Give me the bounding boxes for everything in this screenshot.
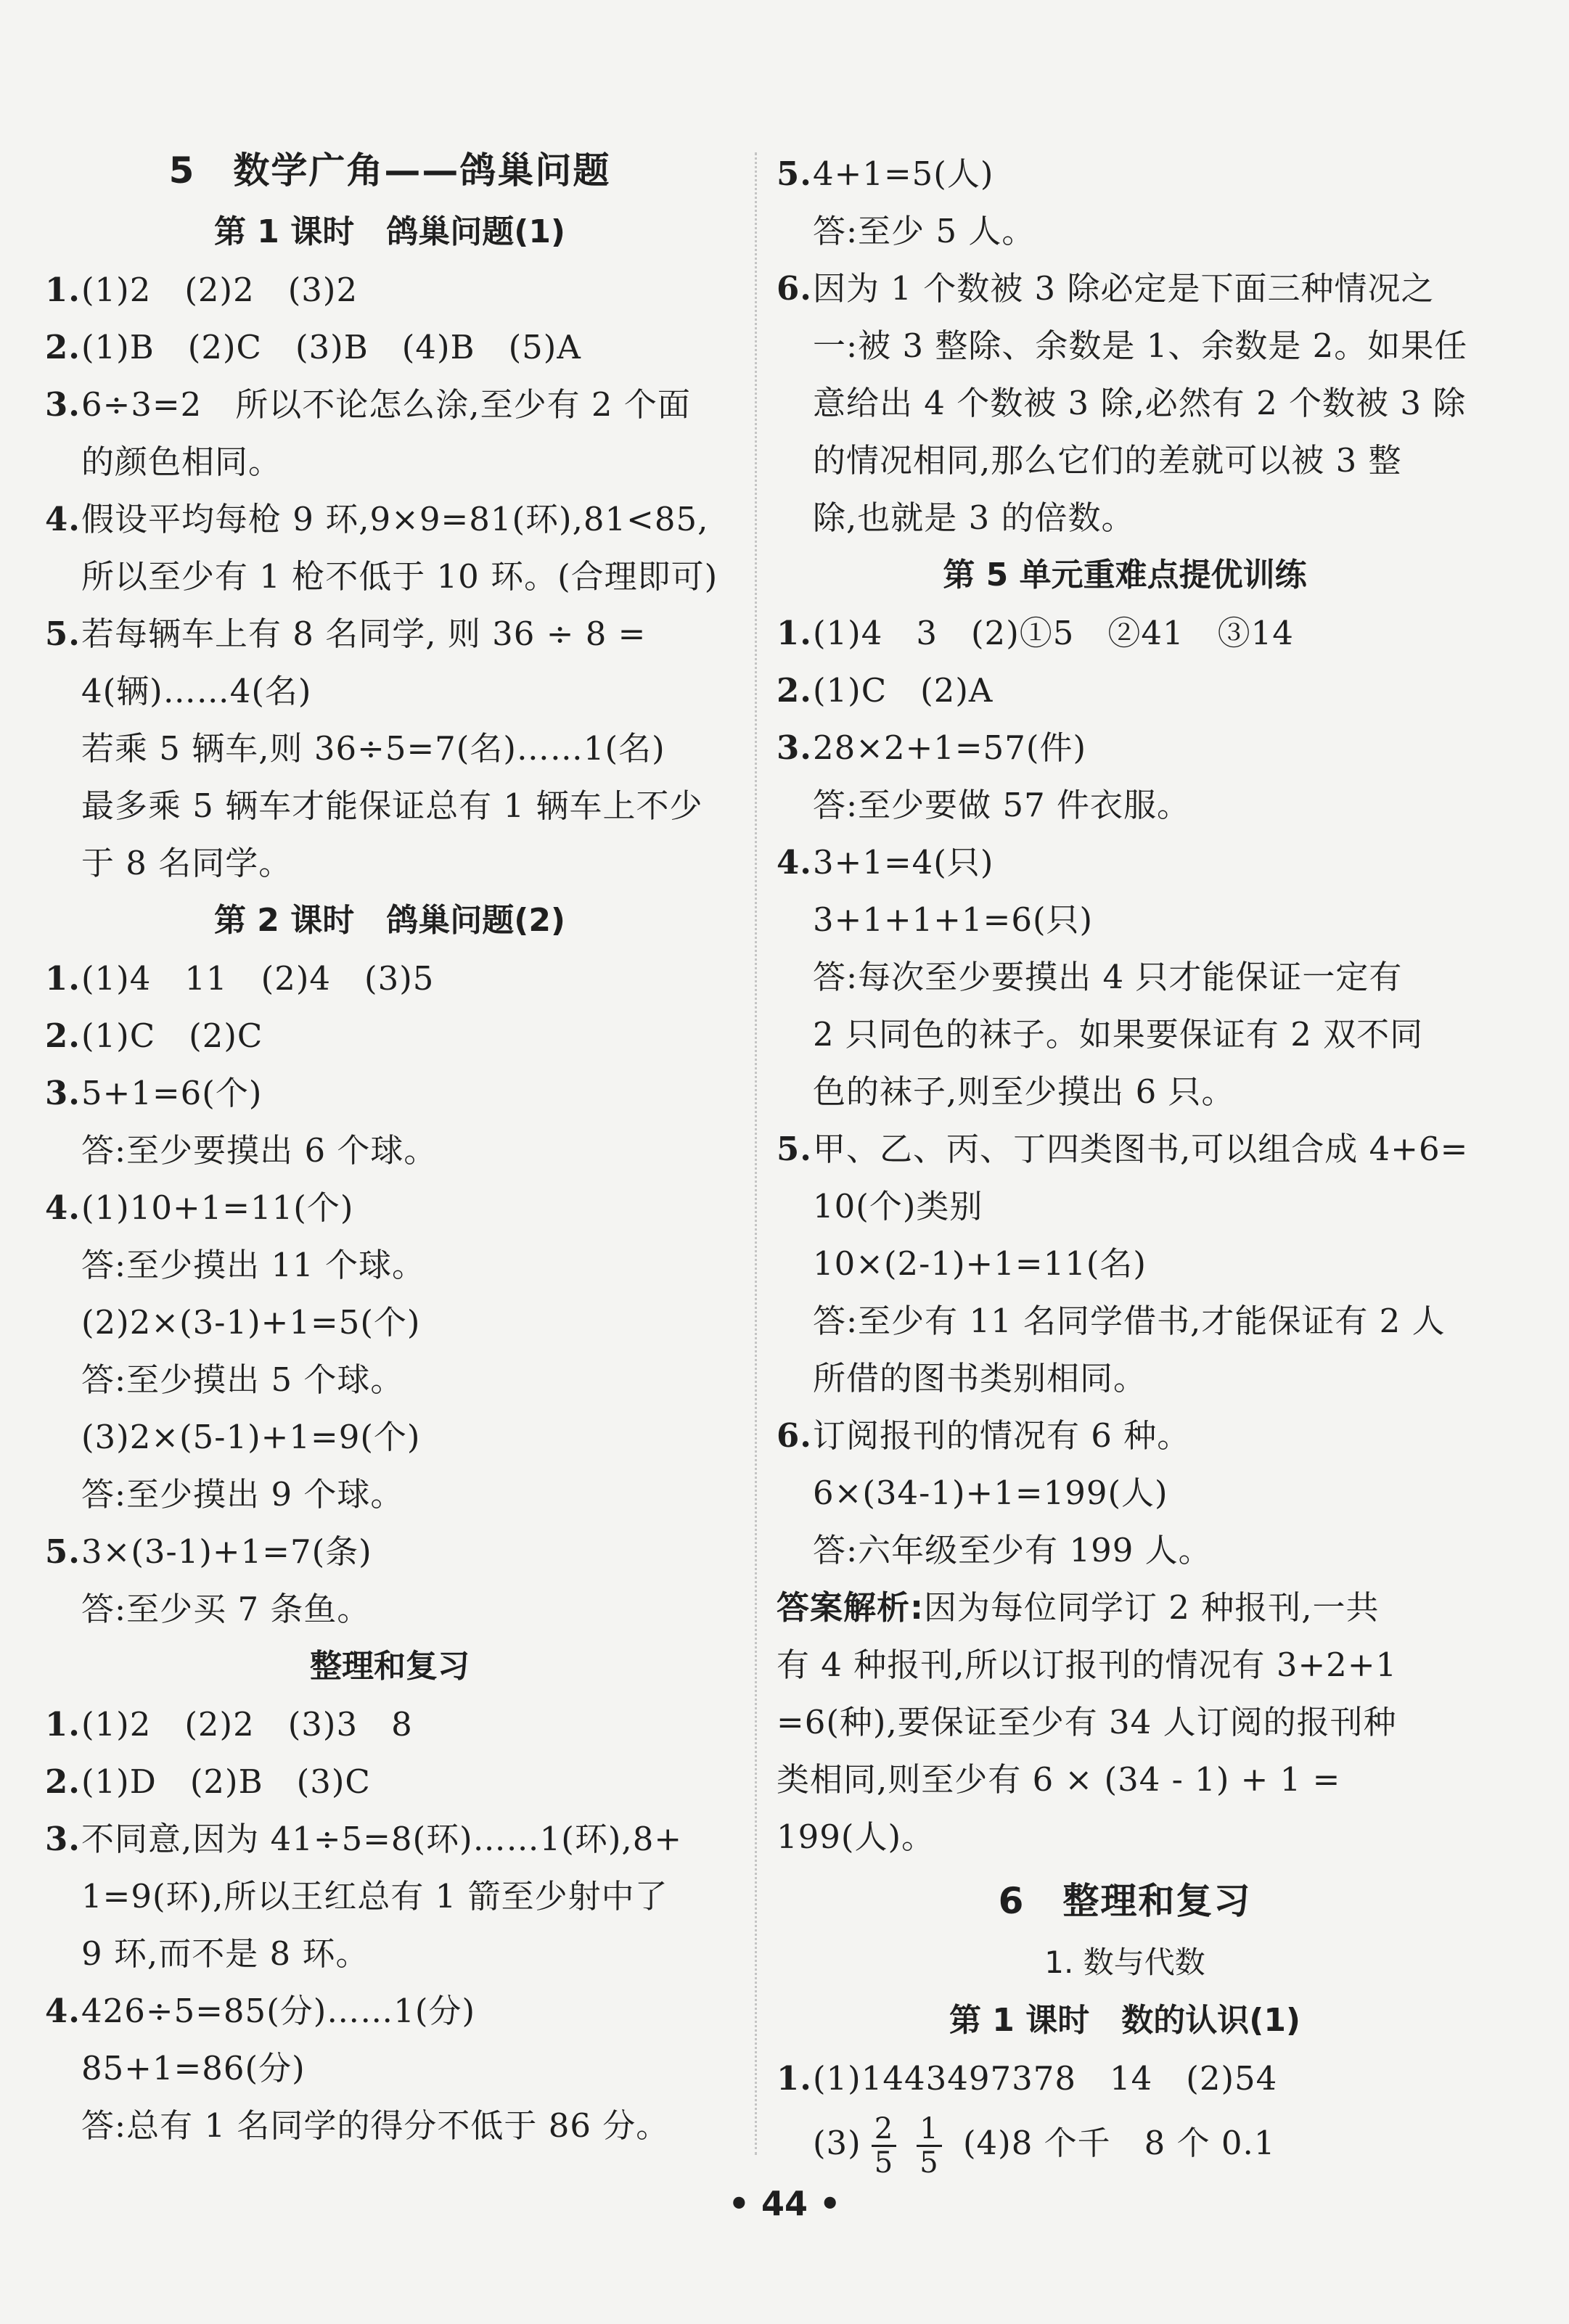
- section-title: 5 数学广角——鸽巢问题: [168, 149, 611, 192]
- answer-line: [45, 2040, 734, 2097]
- answer-line: [45, 1007, 734, 1064]
- question-number: 5.: [45, 615, 81, 653]
- answer-line: [45, 1868, 734, 1925]
- answer-line: [777, 1235, 1473, 1292]
- answer-text: 答:至少买 7 条鱼。: [81, 1590, 371, 1628]
- answer-text: (1)C (2)A: [813, 671, 994, 710]
- answer-line: [45, 662, 734, 720]
- analysis-text: =6(种),要保证至少有 34 人订阅的报刊种: [777, 1703, 1397, 1741]
- answer-text: 色的袜子,则至少摸出 6 只。: [813, 1072, 1235, 1111]
- answer-text: 甲、乙、丙、丁四类图书,可以组合成 4+6=: [813, 1130, 1469, 1168]
- answer-line: [777, 1063, 1473, 1120]
- section-title: 6 整理和复习: [998, 1880, 1252, 1922]
- answer-text: (1)4 3 (2)①5 ②41 ③14: [813, 614, 1294, 652]
- answer-text: 最多乘 5 辆车才能保证总有 1 辆车上不少: [81, 787, 703, 825]
- answer-line: [777, 1120, 1473, 1178]
- answer-line: [777, 374, 1473, 432]
- answer-line: [45, 605, 734, 662]
- answer-line: [45, 1122, 734, 1179]
- review-answers: [45, 1696, 734, 2154]
- answer-text: 答:至少摸出 11 个球。: [81, 1246, 426, 1284]
- answer-line: [45, 777, 734, 834]
- fraction: [917, 2113, 941, 2179]
- right-column: [777, 145, 1473, 2180]
- answer-line: [777, 1407, 1473, 1464]
- answer-text: 因为 1 个数被 3 除必定是下面三种情况之: [813, 269, 1435, 308]
- question-number: 2.: [45, 1762, 81, 1801]
- answer-line: [777, 1522, 1473, 1579]
- answer-text: 6÷3=2 所以不论怎么涂,至少有 2 个面: [81, 385, 691, 424]
- answer-line: [45, 1753, 734, 1810]
- answer-line: [777, 2050, 1473, 2107]
- analysis-label: 答案解析:: [777, 1588, 924, 1627]
- analysis-text: 因为每位同学订 2 种报刊,一共: [924, 1588, 1380, 1627]
- answer-line: [777, 604, 1473, 662]
- answer-text: 10(个)类别: [813, 1187, 983, 1225]
- question-number: 2.: [45, 1017, 81, 1055]
- fraction-denominator: 5: [919, 2146, 939, 2180]
- answer-line: [45, 1064, 734, 1122]
- question-number: 3.: [45, 1820, 81, 1858]
- answer-text: (1)B (2)C (3)B (4)B (5)A: [81, 328, 581, 366]
- answer-text: 答:六年级至少有 199 人。: [813, 1531, 1212, 1569]
- answer-text: 10×(2-1)+1=11(名): [813, 1244, 1147, 1283]
- answer-text: 所借的图书类别相同。: [813, 1359, 1147, 1397]
- page-number: • 44 •: [728, 2184, 841, 2223]
- answer-text: (2)2×(3-1)+1=5(个): [81, 1303, 421, 1342]
- question-number: 3.: [45, 1074, 81, 1112]
- answer-text: 若每辆车上有 8 名同学, 则 36 ÷ 8 =: [81, 615, 647, 653]
- answer-text: (3)2×(5-1)+1=9(个): [81, 1418, 421, 1456]
- analysis-line: [777, 1579, 1473, 1636]
- answer-text: 答:每次至少要摸出 4 只才能保证一定有: [813, 958, 1403, 996]
- question-number: 5.: [777, 155, 812, 193]
- answer-line: [777, 432, 1473, 489]
- answer-text: 9 环,而不是 8 环。: [81, 1934, 369, 1973]
- analysis-continuation: [777, 1636, 1473, 1865]
- subsection-title: 1. 数与代数: [1044, 1945, 1205, 1980]
- answer-line: [777, 489, 1473, 546]
- answer-line: [45, 1408, 734, 1466]
- fraction-denominator: 5: [874, 2146, 894, 2180]
- answer-text: (1)1443497378 14 (2)54: [813, 2059, 1278, 2098]
- question-number: 1.: [777, 2059, 812, 2098]
- answer-line: [45, 720, 734, 777]
- answer-line: [45, 1466, 734, 1523]
- answer-text: 不同意,因为 41÷5=8(环)……1(环),8+: [81, 1820, 683, 1858]
- answer-line: [45, 1925, 734, 1982]
- answer-line: [45, 319, 734, 376]
- answer-text: (1)2 (2)2 (3)3 8: [81, 1705, 413, 1744]
- question-number: 6.: [777, 269, 812, 308]
- answer-line: [777, 776, 1473, 834]
- answer-text: 4+1=5(人): [813, 155, 994, 193]
- question-number: 4.: [45, 1992, 81, 2030]
- answer-line: [45, 2097, 734, 2154]
- answer-text: (1)C (2)C: [81, 1017, 263, 1055]
- answer-text: 3×(3-1)+1=7(条): [81, 1532, 372, 1571]
- analysis-text: 类相同,则至少有 6 × (34 - 1) + 1 =: [777, 1760, 1341, 1799]
- answer-text: 426÷5=85(分)……1(分): [81, 1992, 476, 2030]
- answer-text: 3+1+1+1=6(只): [813, 900, 1094, 939]
- question-number: 2.: [777, 671, 812, 710]
- lesson1-answers: [45, 261, 734, 892]
- answer-line: [777, 202, 1473, 260]
- answer-line: [45, 1696, 734, 1753]
- answer-text: 若乘 5 辆车,则 36÷5=7(名)……1(名): [81, 729, 665, 768]
- answer-text: 28×2+1=57(件): [813, 728, 1087, 767]
- answer-text: (1)10+1=11(个): [81, 1188, 354, 1227]
- answer-line: [45, 1580, 734, 1638]
- answer-text: (1)2 (2)2 (3)2: [81, 271, 359, 309]
- question-number: 1.: [45, 959, 81, 998]
- answer-line: [45, 834, 734, 892]
- answer-text: 答:至少要做 57 件衣服。: [813, 786, 1191, 824]
- answer-line: [777, 719, 1473, 776]
- answer-text: 答:至少 5 人。: [813, 212, 1036, 250]
- answer-text: (4)8 个千 8 个 0.1: [962, 2124, 1276, 2162]
- answer-text: 答:至少摸出 5 个球。: [81, 1360, 404, 1399]
- answer-line: [777, 1464, 1473, 1522]
- answer-line: [45, 1810, 734, 1868]
- lesson2-answers: [45, 950, 734, 1638]
- answer-text: 的颜色相同。: [81, 443, 282, 481]
- answer-line: [45, 1982, 734, 2040]
- unit-training-heading: 第 5 单元重难点提优训练: [943, 557, 1307, 594]
- fraction-numerator: 2: [872, 2113, 896, 2147]
- question-number: 2.: [45, 328, 81, 366]
- answer-text: 答:至少要摸出 6 个球。: [81, 1131, 438, 1170]
- question-number: 4.: [45, 1188, 81, 1227]
- answer-line: [45, 376, 734, 433]
- analysis-text: 有 4 种报刊,所以订报刊的情况有 3+2+1: [777, 1646, 1398, 1684]
- left-column: [45, 138, 734, 2154]
- answer-line: [45, 490, 734, 548]
- answer-text: 答:总有 1 名同学的得分不低于 86 分。: [81, 2106, 670, 2145]
- fraction: [872, 2113, 896, 2179]
- answer-line: [777, 145, 1473, 202]
- question-number: 5.: [777, 1130, 812, 1168]
- answer-text: (1)D (2)B (3)C: [81, 1762, 371, 1801]
- answer-line: [45, 1236, 734, 1294]
- answer-text: 除,也就是 3 的倍数。: [813, 498, 1135, 537]
- question-number: 4.: [45, 500, 81, 538]
- answer-line: [777, 1178, 1473, 1235]
- answer-line: [777, 1006, 1473, 1063]
- review-heading: 整理和复习: [310, 1648, 470, 1685]
- answer-line: [45, 1179, 734, 1236]
- answer-line: [777, 1292, 1473, 1350]
- question-number: 4.: [777, 843, 812, 882]
- fraction-answer-line: [777, 2107, 1473, 2180]
- answer-line: [777, 662, 1473, 719]
- answer-text: 85+1=86(分): [81, 2049, 306, 2087]
- lesson-heading: 第 1 课时 数的认识(1): [949, 2002, 1301, 2039]
- answer-line: [777, 1350, 1473, 1407]
- answer-line: [777, 891, 1473, 948]
- answer-line: [45, 950, 734, 1007]
- answer-text: 所以至少有 1 枪不低于 10 环。(合理即可): [81, 557, 718, 596]
- lesson-heading: 第 1 课时 鸽巢问题(1): [213, 213, 566, 250]
- question-number: 1.: [45, 1705, 81, 1744]
- answer-text: 答:至少摸出 9 个球。: [81, 1475, 404, 1514]
- answer-line: [777, 260, 1473, 317]
- question-number: 5.: [45, 1532, 81, 1571]
- answer-text: 4(辆)……4(名): [81, 672, 312, 710]
- answer-line: [45, 1294, 734, 1351]
- question-number: 1.: [777, 614, 812, 652]
- answer-text: 3+1=4(只): [813, 843, 994, 882]
- answer-text: 1=9(环),所以王红总有 1 箭至少射中了: [81, 1877, 668, 1916]
- column-divider: [755, 152, 757, 2155]
- question-number: 6.: [777, 1416, 812, 1455]
- answer-line: [777, 317, 1473, 374]
- answer-text: 假设平均每枪 9 环,9×9=81(环),81<85,: [81, 500, 709, 538]
- question-number: 3.: [45, 385, 81, 424]
- unit-training-answers: [777, 604, 1473, 1579]
- answer-text: (1)4 11 (2)4 (3)5: [81, 959, 435, 998]
- answer-line: [777, 948, 1473, 1006]
- answer-line: [45, 1351, 734, 1408]
- answer-text: 订阅报刊的情况有 6 种。: [813, 1416, 1191, 1455]
- answer-line: [45, 433, 734, 490]
- answer-text: 2 只同色的袜子。如果要保证有 2 双不同: [813, 1015, 1424, 1054]
- answer-text: 于 8 名同学。: [81, 844, 292, 882]
- question-number: 3.: [777, 728, 812, 767]
- fraction-numerator: 1: [917, 2113, 941, 2147]
- part-label: (3): [813, 2124, 861, 2162]
- answer-text: 6×(34-1)+1=199(人): [813, 1474, 1168, 1512]
- answer-line: [45, 1523, 734, 1580]
- answer-text: 的情况相同,那么它们的差就可以被 3 整: [813, 441, 1402, 480]
- analysis-text: 199(人)。: [777, 1818, 935, 1856]
- lesson-heading: 第 2 课时 鸽巢问题(2): [213, 902, 566, 939]
- answer-text: 5+1=6(个): [81, 1074, 263, 1112]
- question-number: 1.: [45, 271, 81, 309]
- answer-text: 答:至少有 11 名同学借书,才能保证有 2 人: [813, 1302, 1446, 1340]
- answer-line: [45, 261, 734, 319]
- continued-answers: [777, 145, 1473, 546]
- answer-line: [45, 548, 734, 605]
- answer-text: 意给出 4 个数被 3 除,必然有 2 个数被 3 除: [813, 384, 1467, 422]
- answer-line: [777, 834, 1473, 891]
- answer-text: 一:被 3 整除、余数是 1、余数是 2。如果任: [813, 327, 1468, 365]
